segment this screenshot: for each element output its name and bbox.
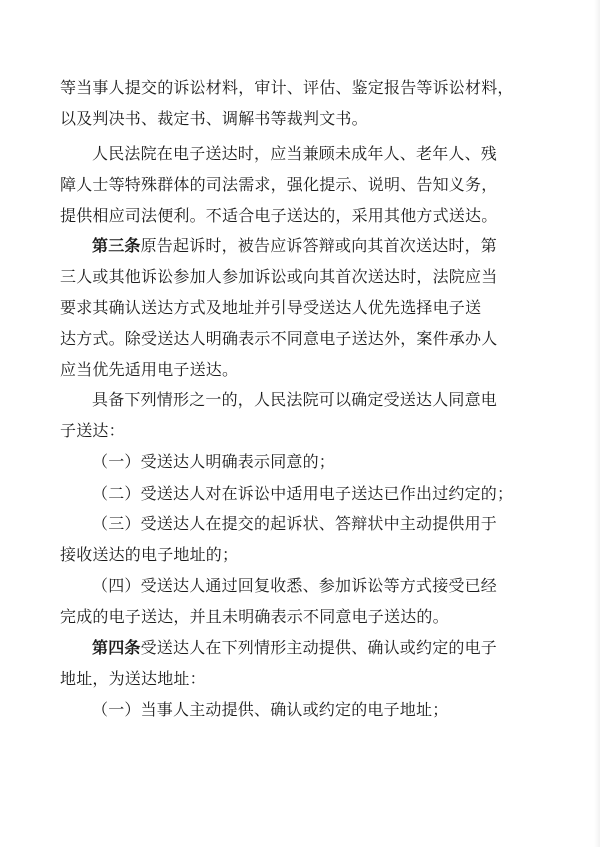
text-line: 地址，为送达地址：: [60, 669, 206, 688]
text-line: 以及判决书、裁定书、调解书等裁判文书。: [60, 109, 368, 128]
list-item-4-1: [60, 694, 536, 725]
paragraph-article-3: [60, 230, 536, 385]
text-line: （二）受送达人对在诉讼中适用电子送达已作出过约定的；: [92, 484, 514, 503]
text-line: 要求其确认送达方式及地址并引导受送达人优先选择电子送: [60, 298, 482, 317]
article-heading: 第三条: [92, 236, 141, 255]
text-line: （一）受送达人明确表示同意的；: [92, 452, 336, 471]
text-line: （三）受送达人在提交的起诉状、答辩状中主动提供用于: [92, 514, 498, 533]
list-item-1: [60, 446, 536, 477]
text-line: 完成的电子送达，并且未明确表示不同意电子送达的。: [60, 607, 449, 626]
text-line: 应当优先适用电子送达。: [60, 360, 239, 379]
text-line: [60, 632, 536, 663]
text-line: 接收送达的电子地址的；: [60, 545, 239, 564]
paragraph-materials: [60, 72, 536, 134]
text-line: 提供相应司法便利。不适合电子送达的，采用其他方式送达。: [60, 206, 498, 225]
paragraph-article-4: [60, 632, 536, 694]
text-line: （一）当事人主动提供、确认或约定的电子地址；: [92, 700, 449, 719]
article-heading: 第四条: [92, 638, 141, 657]
text-line: [60, 230, 536, 261]
article-text: 受送达人在下列情形主动提供、确认或约定的电子: [140, 638, 498, 657]
list-item-2: [60, 478, 536, 509]
list-item-4: [60, 570, 536, 632]
text-line: （四）受送达人通过回复收悉、参加诉讼等方式接受已经: [92, 576, 498, 595]
paragraph-special-groups: [60, 138, 536, 231]
article-text: 原告起诉时，被告应诉答辩或向其首次送达时，第: [140, 236, 498, 255]
scan-edge-shadow: [594, 0, 600, 847]
list-item-3: [60, 508, 536, 570]
text-line: 障人士等特殊群体的司法需求，强化提示、说明、告知义务，: [60, 175, 498, 194]
text-line: 三人或其他诉讼参加人参加诉讼或向其首次送达时，法院应当: [60, 267, 498, 286]
paragraph-consent-conditions: [60, 384, 536, 446]
text-line: 达方式。除受送达人明确表示不同意电子送达外，案件承办人: [60, 329, 498, 348]
text-line: 等当事人提交的诉讼材料，审计、评估、鉴定报告等诉讼材料，: [60, 78, 514, 97]
text-line: 人民法院在电子送达时，应当兼顾未成年人、老年人、残: [92, 144, 498, 163]
text-line: 子送达：: [60, 421, 125, 440]
text-line: 具备下列情形之一的，人民法院可以确定受送达人同意电: [92, 390, 498, 409]
